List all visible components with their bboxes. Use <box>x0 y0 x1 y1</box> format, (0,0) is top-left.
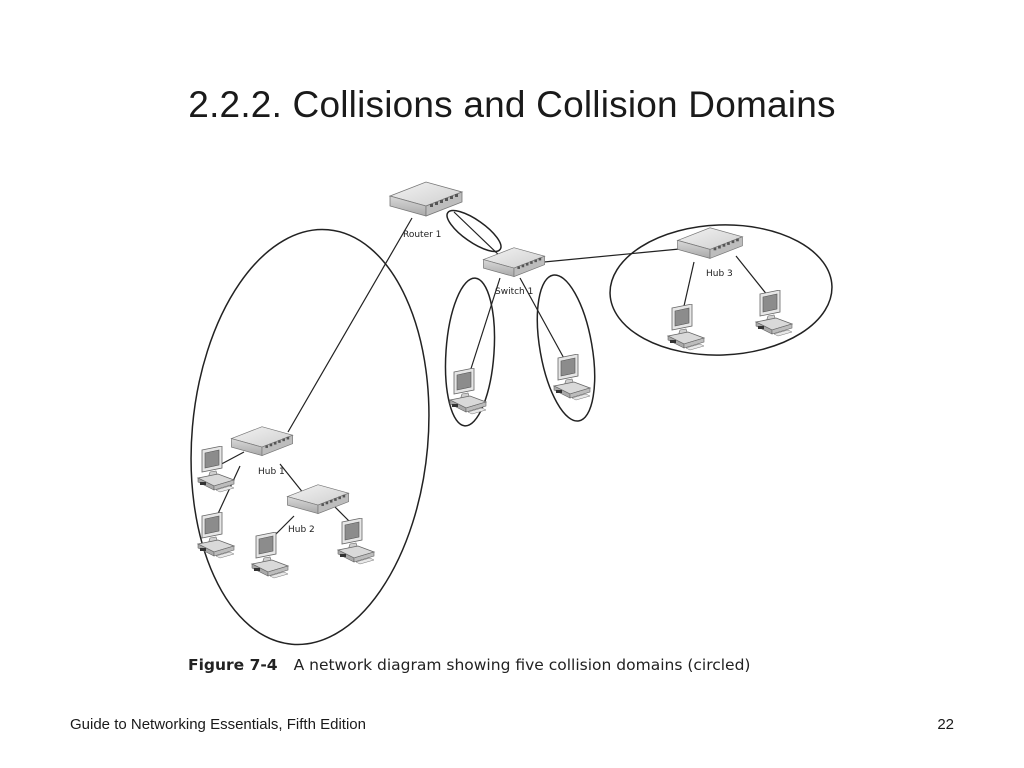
computer-icon <box>668 304 704 350</box>
computer-icon <box>450 368 486 414</box>
switch-label: Switch 1 <box>495 287 534 297</box>
page-number: 22 <box>937 716 954 733</box>
hub3-icon <box>678 228 743 259</box>
computer-icon <box>756 290 792 336</box>
hub1-label: Hub 1 <box>258 467 285 477</box>
figure-caption <box>188 656 750 674</box>
computer-icon <box>198 446 234 492</box>
link-switch-hub3 <box>544 248 690 262</box>
computer-icon <box>198 512 234 558</box>
hub3-label: Hub 3 <box>706 269 733 279</box>
hub2-label: Hub 2 <box>288 525 315 535</box>
collision-domain-hubs-1-2 <box>174 220 445 655</box>
computer-icon <box>252 532 288 578</box>
link-hub3-pc-b <box>736 256 768 296</box>
computer-icon <box>554 354 590 400</box>
router-label: Router 1 <box>403 230 442 240</box>
link-router-hub1 <box>288 218 412 432</box>
collision-domain-switch-pc-right <box>528 271 605 426</box>
link-hub3-pc-a <box>684 262 694 306</box>
figure-caption-text: A network diagram showing five collision domains (circled) <box>293 656 751 674</box>
figure-number: Figure 7-4 <box>188 656 278 674</box>
slide-title: 2.2.2. Collisions and Collision Domains <box>188 84 836 125</box>
footer-book-title: Guide to Networking Essentials, Fifth Edition <box>70 716 366 733</box>
hub2-icon <box>287 485 348 514</box>
hub1-icon <box>231 427 292 456</box>
computer-icon <box>338 518 374 564</box>
